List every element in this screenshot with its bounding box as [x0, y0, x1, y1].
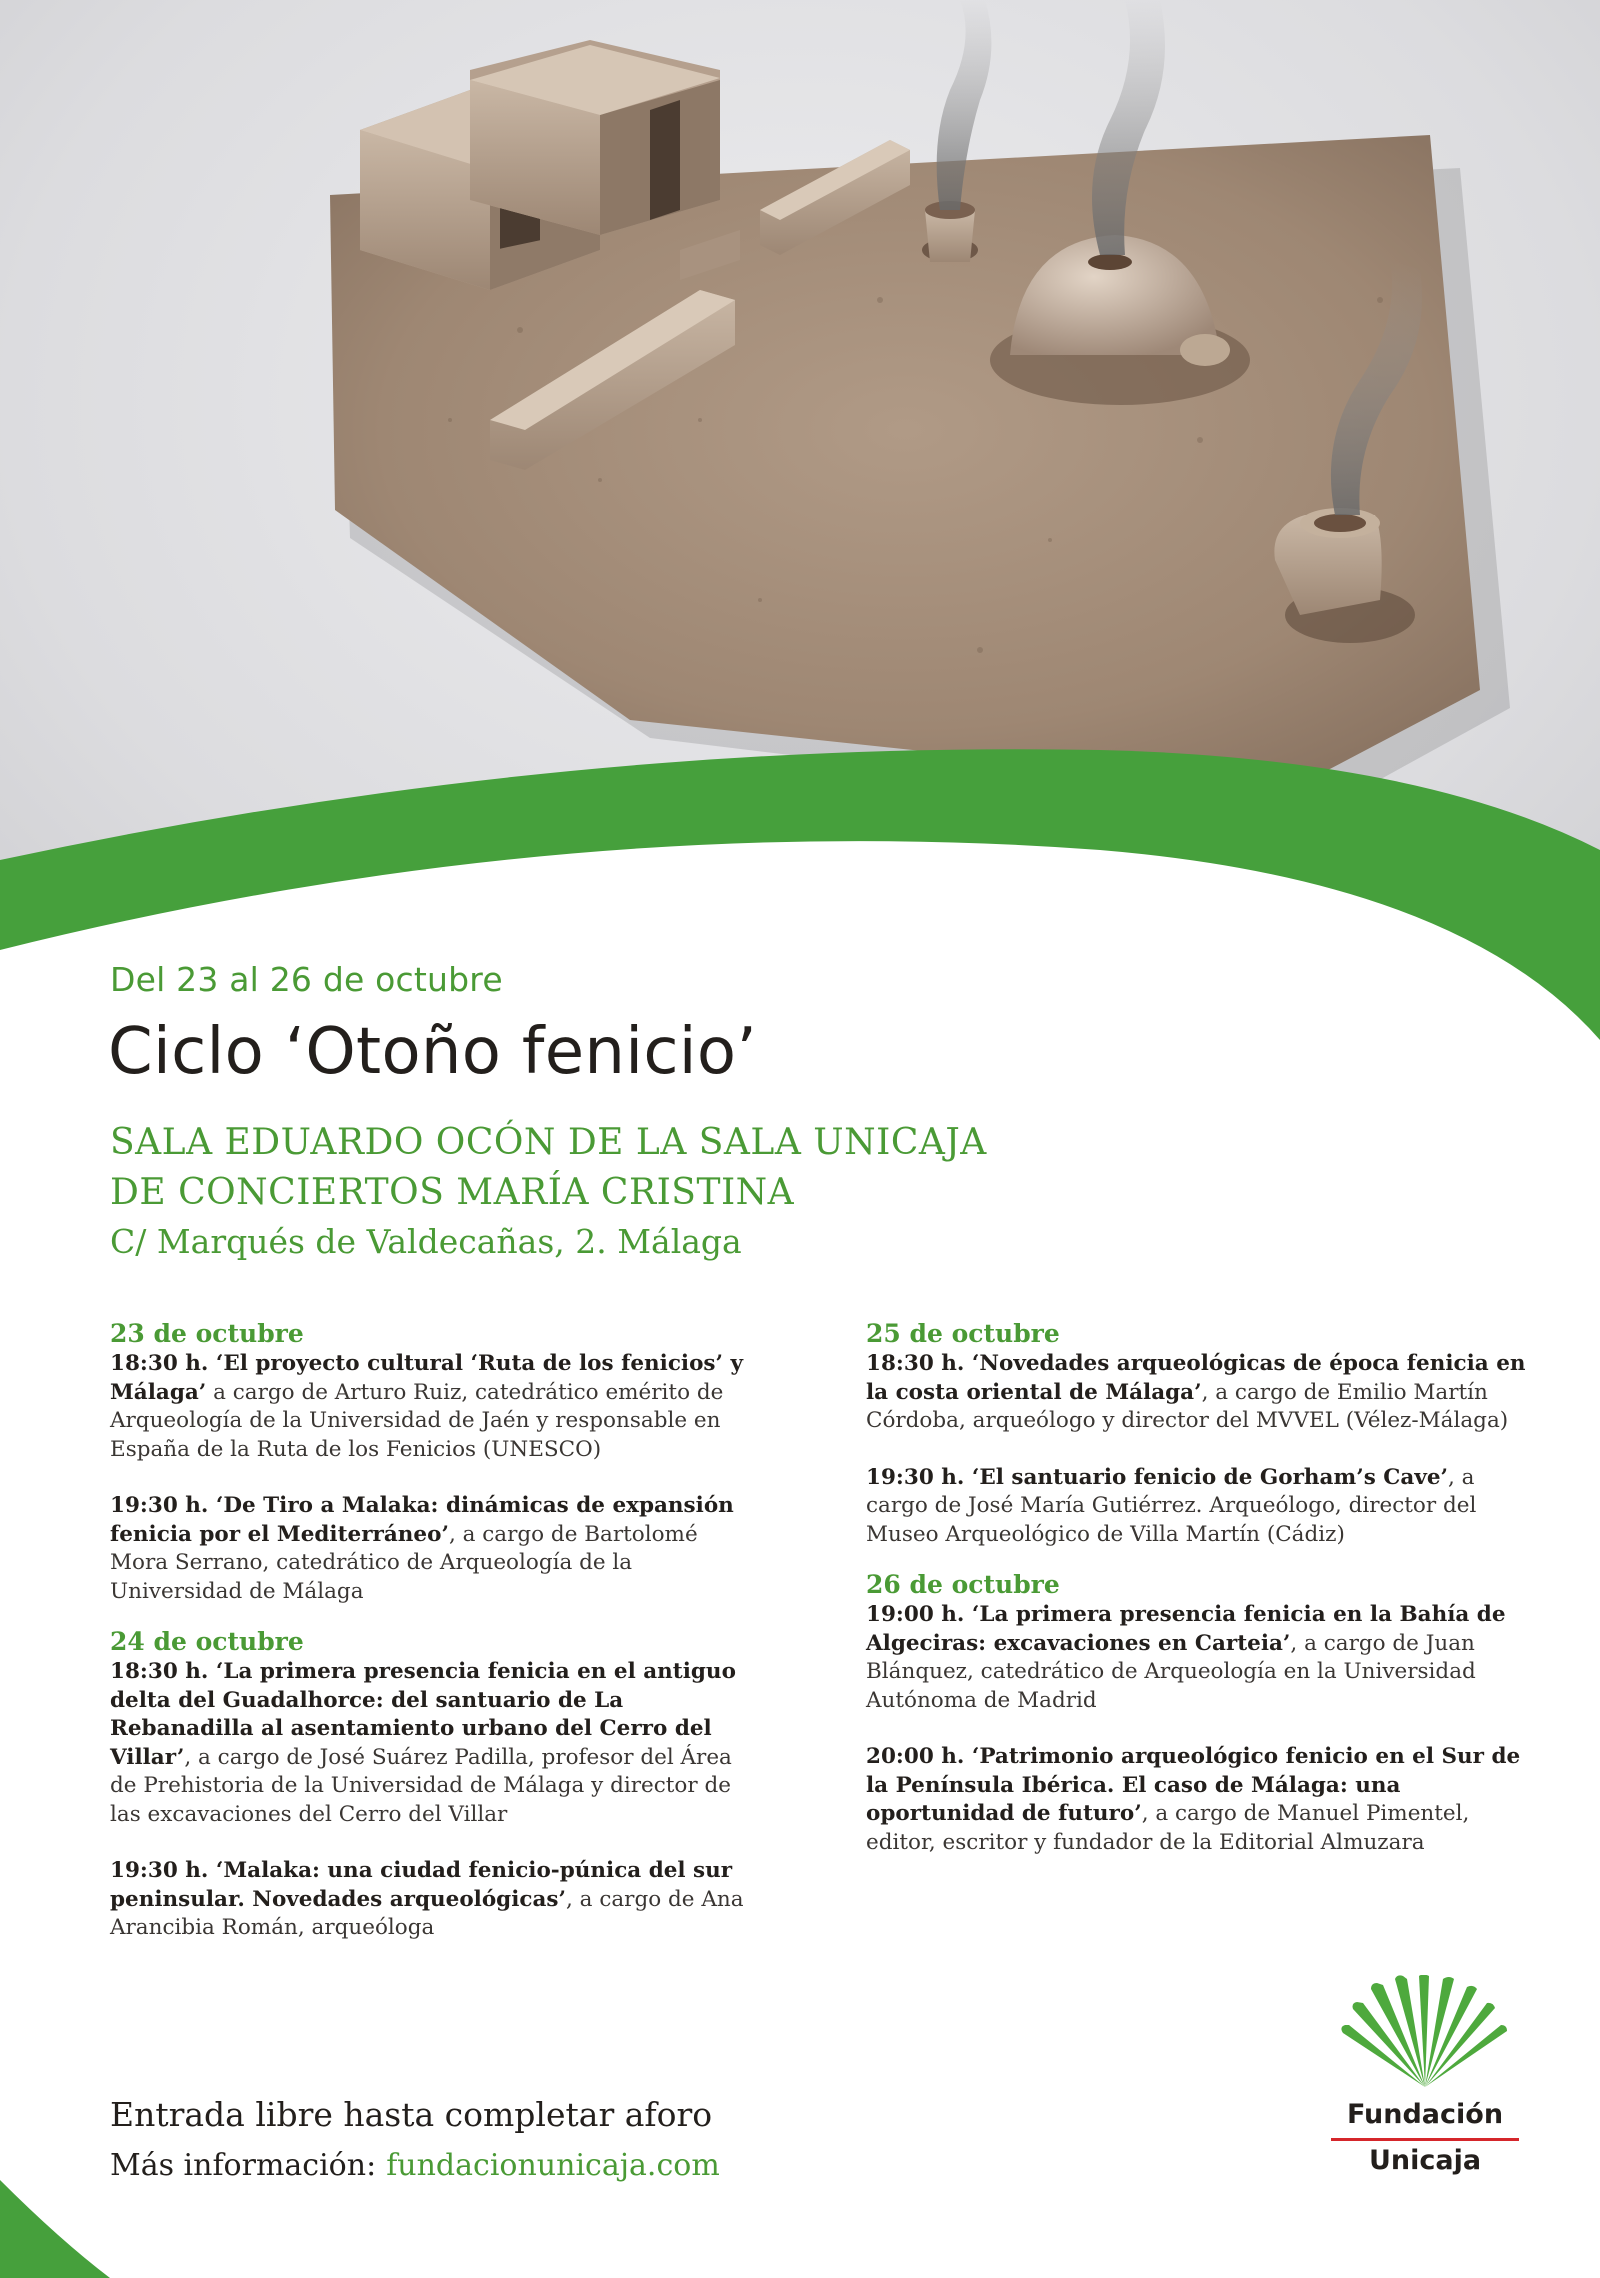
day-heading: 26 de octubre: [866, 1570, 1060, 1599]
program-right-column: [866, 1318, 1526, 1857]
talk-entry: [110, 1658, 760, 1829]
talk-entry: [110, 1492, 760, 1606]
talk-title: 18:30 h. ‘La primera presencia fenicia en el antiguo delta del Guadalhorce: del santuario de La Rebanadilla al asentamiento urbano del Cerro del Villar’: [110, 1659, 736, 1770]
more-info: [110, 2148, 720, 2183]
talk-title: 19:30 h. ‘De Tiro a Malaka: dinámicas de expansión fenicia por el Mediterráneo’: [110, 1493, 734, 1547]
talk-details: , a cargo de José Suárez Padilla, profesor del Área de Prehistoria de la Universidad de Málaga y director de las excavaciones del Cerro del Villar: [110, 1744, 732, 1827]
talk-title: 19:30 h. ‘Malaka: una ciudad fenicio-púnica del sur peninsular. Novedades arqueológicas’: [110, 1858, 733, 1912]
free-entry-note: Entrada libre hasta completar aforo: [110, 2095, 713, 2134]
logo-text-unicaja: Unicaja: [1368, 2145, 1482, 2176]
talk-entry: [866, 1464, 1526, 1550]
venue-line-1: SALA EDUARDO OCÓN DE LA SALA UNICAJA: [110, 1122, 987, 1163]
talk-entry: [866, 1601, 1526, 1715]
program-left-column: [110, 1318, 760, 1943]
more-info-label: Más información:: [110, 2148, 377, 2183]
talk-details: , a cargo de Emilio Martín Córdoba, arqueólogo y director del MVVEL (Vélez-Málaga): [866, 1379, 1509, 1433]
day-heading: 24 de octubre: [110, 1627, 304, 1656]
talk-details: , a cargo de Manuel Pimentel, editor, escritor y fundador de la Editorial Almuzara: [866, 1801, 1470, 1855]
talk-title: 19:00 h. ‘La primera presencia fenicia en la Bahía de Algeciras: excavaciones en Carteia’: [866, 1602, 1506, 1656]
venue-line-2: DE CONCIERTOS MARÍA CRISTINA: [110, 1172, 795, 1213]
talk-title: 20:00 h. ‘Patrimonio arqueológico fenicio en el Sur de la Península Ibérica. El caso de Málaga: una oportunidad de futuro’: [866, 1744, 1521, 1826]
talk-details: , a cargo de Bartolomé Mora Serrano, catedrático de Arqueología de la Universidad de Málaga: [110, 1521, 698, 1604]
fundacion-unicaja-logo: [1325, 1975, 1525, 2190]
day-heading: 23 de octubre: [110, 1319, 304, 1348]
talk-details: , a cargo de José María Gutiérrez. Arqueólogo, director del Museo Arqueológico de Villa Martín (Cádiz): [866, 1464, 1477, 1547]
talk-details: , a cargo de Juan Blánquez, catedrático de Arqueología en la Universidad Autónoma de Madrid: [866, 1630, 1476, 1713]
event-title: Ciclo ‘Otoño fenicio’: [108, 1015, 757, 1089]
unicaja-fan-icon: [1339, 1975, 1511, 2090]
logo-text-fundacion: Fundación: [1346, 2099, 1504, 2130]
talk-entry: [110, 1350, 760, 1464]
talk-entry: [110, 1857, 760, 1943]
event-dates: Del 23 al 26 de octubre: [110, 960, 503, 999]
website-link[interactable]: fundacionunicaja.com: [386, 2148, 720, 2183]
talk-entry: [866, 1350, 1526, 1436]
venue: [110, 1118, 1210, 1218]
talk-details: , a cargo de Ana Arancibia Román, arqueóloga: [110, 1886, 744, 1940]
talk-title: 18:30 h. ‘Novedades arqueológicas de época fenicia en la costa oriental de Málaga’: [866, 1351, 1526, 1405]
talk-details: a cargo de Arturo Ruiz, catedrático emérito de Arqueología de la Universidad de Jaén y responsable en España de la Ruta de los Fenicios (UNESCO): [110, 1379, 724, 1462]
day-heading: 25 de octubre: [866, 1319, 1060, 1348]
logo-divider: [1331, 2138, 1519, 2141]
talk-title: 18:30 h. ‘El proyecto cultural ‘Ruta de los fenicios’ y Málaga’: [110, 1351, 743, 1405]
talk-title: 19:30 h. ‘El santuario fenicio de Gorham’s Cave’: [866, 1464, 1448, 1490]
venue-address: C/ Marqués de Valdecañas, 2. Málaga: [110, 1222, 742, 1261]
talk-entry: [866, 1743, 1526, 1857]
